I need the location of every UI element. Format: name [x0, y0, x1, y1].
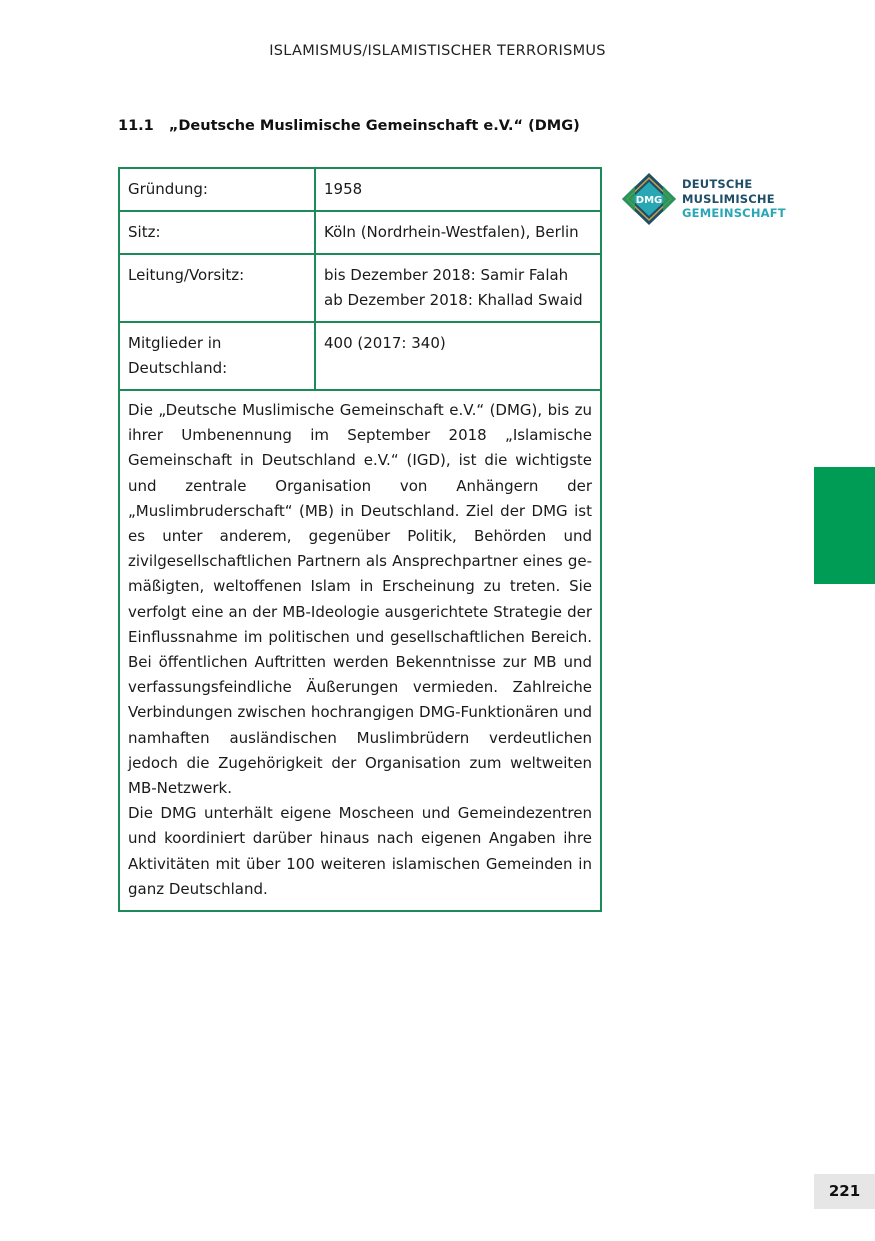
row-label: Mitglieder in Deutschland: [120, 322, 315, 390]
row-label: Sitz: [120, 211, 315, 254]
logo-line: GEMEINSCHAFT [682, 206, 786, 220]
description-paragraph: Die „Deutsche Muslimische Gemeinschaft e.V.“ (DMG), bis zu ihrer Umbenennung im September 2018 „Islamische Gemeinschaft in Deutschland e.V.“ (IGD), ist die wichtigste und zentrale Organisation von Anhängern der „Muslimbruderschaft“ (MB) in Deutschland. Ziel der DMG ist es unter anderem, gegenüber Politik, Behörden und zivilgesellschaftlichen Partnern als Ansprechpartner eines gemäßigten, weltoffenen Islam in Erscheinung zu treten. Sie verfolgt eine an der MB-Ideologie ausgerichtete Strategie der Einflussnahme im politischen und gesellschaftlichen Bereich. Bei öffentlichen Auftritten werden Bekenntnisse zur MB und verfassungsfeindliche Äußerungen vermieden. Zahlreiche Verbindungen zwischen hochrangigen DMG-Funktionären und namhaften ausländischen Muslimbrüdern verdeutlichen jedoch die Zugehörigkeit der Organisation zum weltweiten MB-Netzwerk. [128, 401, 592, 798]
table-row [120, 322, 600, 390]
row-value-line: ab Dezember 2018: Khallad Swaid [324, 291, 583, 309]
dmg-logo [620, 171, 790, 227]
description-paragraph: Die DMG unterhält eigene Moscheen und Gemeindezentren und koordiniert darüber hinaus nach eigenen Angaben ihre Aktivitäten mit über 100 weiteren islamischen Gemeinden in ganz Deutschland. [128, 804, 592, 898]
row-value [315, 211, 600, 254]
section-number: 11.1 [118, 118, 154, 134]
row-value [315, 254, 600, 322]
row-value-line: Köln (Nordrhein-Westfalen), Berlin [324, 223, 579, 241]
row-value-line: bis Dezember 2018: Samir Falah [324, 266, 569, 284]
row-label: Gründung: [120, 169, 315, 211]
section-heading [118, 118, 580, 134]
table-row [120, 211, 600, 254]
logo-wordmark [682, 177, 786, 221]
row-value [315, 169, 600, 211]
row-value-line: 1958 [324, 180, 363, 198]
table-row [120, 169, 600, 211]
table-row [120, 254, 600, 322]
chapter-tab [814, 467, 875, 584]
row-value-line: 400 (2017: 340) [324, 334, 446, 352]
row-value [315, 322, 600, 390]
logo-line: MUSLIMISCHE [682, 191, 775, 206]
row-label: Leitung/Vorsitz: [120, 254, 315, 322]
fact-table [120, 169, 600, 391]
logo-line: DEUTSCHE [682, 177, 753, 191]
fact-box [118, 167, 602, 912]
running-header: ISLAMISMUS/ISLAMISTISCHER TERRORISMUS [269, 43, 606, 59]
dmg-emblem-icon [620, 171, 678, 227]
section-title: „Deutsche Muslimische Gemeinschaft e.V.“ (DMG) [168, 118, 580, 134]
description [120, 391, 600, 910]
page-number: 221 [814, 1174, 875, 1209]
emblem-text: DMG [635, 195, 663, 206]
